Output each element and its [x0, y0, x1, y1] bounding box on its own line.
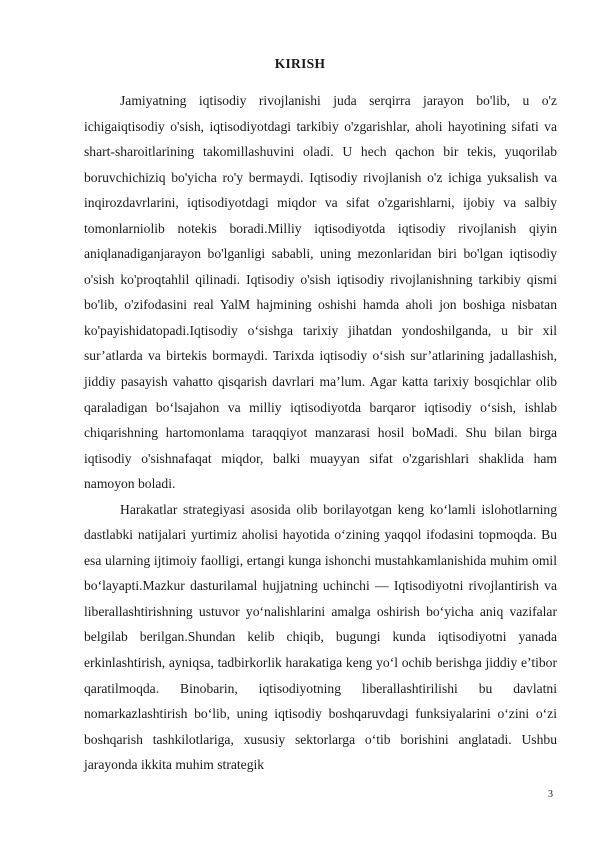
- paragraph-2: Harakatlar strategiyasi asosida olib borilayotgan keng ko‘lamli islohotlarning dastlabki natijalari yurtimiz aholisi hayotida o‘zining yaqqol ifodasini topmoqda. Bu esa ularning ijtimoiy faolligi, ertangi kunga ishonchi mustahkamlanishida muhim omil bo‘layapti.Mazkur dasturilamal hujjatning uchinchi — Iqtisodiyotni rivojlantirish va liberallashtirishning ustuvor yo‘nalishlarini amalga oshirish bo‘yicha aniq vazifalar belgilab berilgan.Shundan kelib chiqib, bugungi kunda iqtisodiyotni yanada erkinlashtirish, ayniqsa, tadbirkorlik harakatiga keng yo‘l ochib berishga jiddiy e’tibor qaratilmoqda. Binobarin, iqtisodiyotning liberallashtirilishi bu davlatni nomarkazlashtirish bo‘lib, uning iqtisodiy boshqaruvdagi funksiyalarini o‘zini o‘zi boshqarish tashkilotlariga, xususiy sektorlarga o‘tib borishini anglatadi. Ushbu jarayonda ikkita muhim strategik: [84, 501, 557, 773]
- page-number: 3: [548, 789, 553, 800]
- page-title: KIRISH: [274, 56, 326, 71]
- document-body: [84, 88, 557, 778]
- paragraph-1: Jamiyatning iqtisodiy rivojlanishi juda serqirra jarayon bo'lib, u o'z ichigaiqtisodiy o'sish, iqtisodiyotdagi tarkibiy o'zgarishlar, aholi hayotining sifati va shart-sharoitlarining takomillashuvini oladi. U hech qachon bir tekis, yuqorilab boruvchichiziq bo'yicha ro'y bermaydi. Iqtisodiy rivojlanish o'z ichiga yuksalish va inqirozdavrlarini, iqtisodiyotdagi miqdor va sifat o'zgarishlarni, ijobiy va salbiy tomonlarniolib notekis boradi.Milliy iqtisodiyotda iqtisodiy rivojlanish qiyin aniqlanadiganjarayon bo'lganligi sababli, uning mezonlaridan biri bo'lgan iqtisodiy o'sish ko'proqtahlil qilinadi. Iqtisodiy o'sish iqtisodiy rivojlanishning tarkibiy qismi bo'lib, o'zifodasini real YalM hajmining oshishi hamda aholi jon boshiga nisbatan ko'payishidatopadi.Iqtisodiy o‘sishga tarixiy jihatdan yondoshilganda, u bir xil sur’atlarda va birtekis bormaydi. Tarixda iqtisodiy o‘sish sur’atlarining jadallashish, jiddiy pasayish vahatto qisqarish davrlari ma’lum. Agar katta tarixiy bosqichlar olib qaraladigan bo‘lsajahon va milliy iqtisodiyotda barqaror iqtisodiy o‘sish, ishlab chiqarishning hartomonlama taraqqiyot manzarasi hosil boMadi. Shu bilan birga iqtisodiy o'sishnafaqat miqdor, balki muayyan sifat o'zgarishlari shaklida ham namoyon boladi.: [84, 93, 557, 492]
